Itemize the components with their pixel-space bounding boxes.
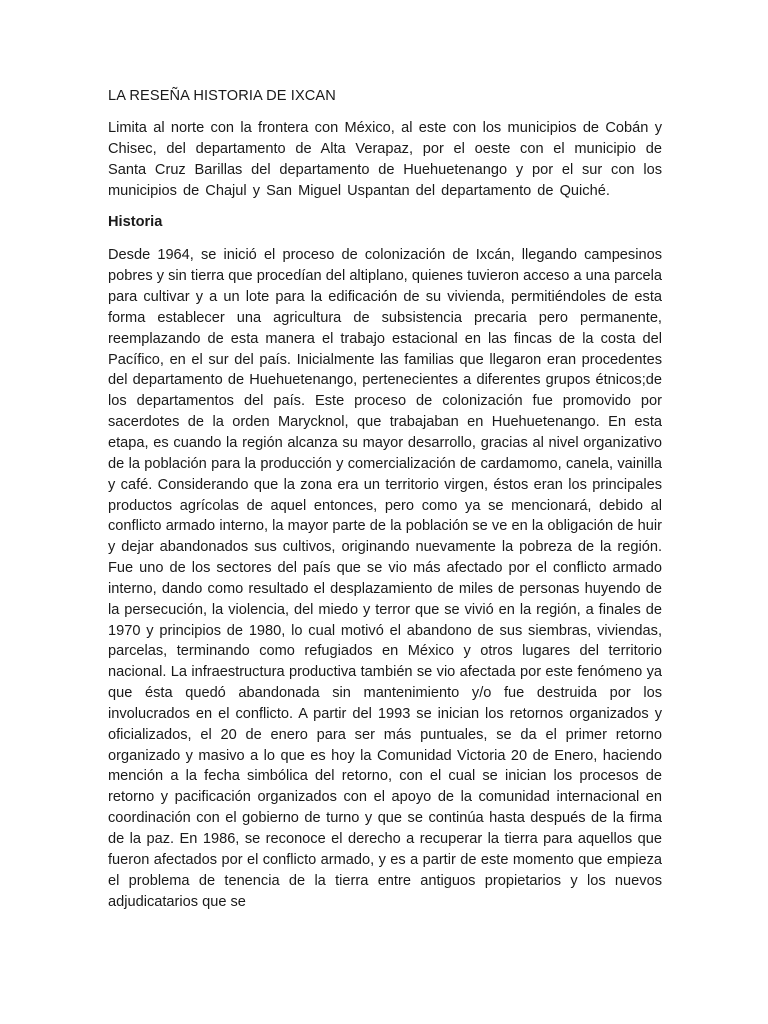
intro-paragraph: Limita al norte con la frontera con México, al este con los municipios de Cobán y Chisec, del departamento de Alta Verapaz, por el oeste con el municipio de Santa Cruz Barillas del departamento de Huehuetenango y por el sur con los municipios de Chajul y San Miguel Uspantan del departamento de Quiché. <box>108 120 662 199</box>
history-paragraph: Desde 1964, se inició el proceso de colonización de Ixcán, llegando campesinos pobres y sin tierra que procedían del altiplano, quienes tuvieron acceso a una parcela para cultivar y a un lote para la edificación de su vivienda, permitiéndoles de esta forma establecer una agricultura de subsistencia precaria pero permanente, reemplazando de esta manera el trabajo estacional en las fincas de la costa del Pacífico, en el sur del país. Inicialmente las familias que llegaron eran procedentes del departamento de Huehuetenango, pertenecientes a diferentes grupos étnicos;de los departamentos del país. Este proceso de colonización fue promovido por sacerdotes de la orden Marycknol, que trabajaban en Huehuetenango. En esta etapa, es cuando la región alcanza su mayor desarrollo, gracias al nivel organizativo de la población para la producción y comercialización de cardamomo, canela, vainilla y café. Considerando que la zona era un territorio virgen, éstos eran los principales productos agrícolas de aquel entonces, pero como ya se mencionará, debido al conflicto armado interno, la mayor parte de la población se ve en la obligación de huir y dejar abandonados sus cultivos, originando nuevamente la pobreza de la región. Fue uno de los sectores del país que se vio más afectado por el conflicto armado interno, dando como resultado el desplazamiento de miles de personas huyendo de la persecución, la violencia, del miedo y terror que se vivió en la región, a finales de 1970 y principios de 1980, lo cual motivó el abandono de sus siembras, viviendas, parcelas, terminando como refugiados en México y otros lugares del territorio nacional. La infraestructura productiva también se vio afectada por este fenómeno ya que ésta quedó abandonada sin mantenimiento y/o fue destruida por los involucrados en el conflicto. A partir del 1993 se inician los retornos organizados y oficializados, el 20 de enero para ser más puntuales, se da el primer retorno organizado y masivo a lo que es hoy la Comunidad Victoria 20 de Enero, haciendo mención a la fecha simbólica del retorno, con el cual se inician los procesos de retorno y pacificación organizados con el apoyo de la comunidad internacional en coordinación con el gobierno de turno y que se continúa hasta después de la firma de la paz. En 1986, se reconoce el derecho a recuperar la tierra para aquellos que fueron afectados por el conflicto armado, y es a partir de este momento que empieza el problema de tenencia de la tierra entre antiguos propietarios y los nuevos adjudicatarios que se <box>108 247 662 910</box>
document-title: LA RESEÑA HISTORIA DE IXCAN <box>108 88 336 104</box>
document-page <box>108 86 662 912</box>
section-heading-historia: Historia <box>108 214 163 231</box>
